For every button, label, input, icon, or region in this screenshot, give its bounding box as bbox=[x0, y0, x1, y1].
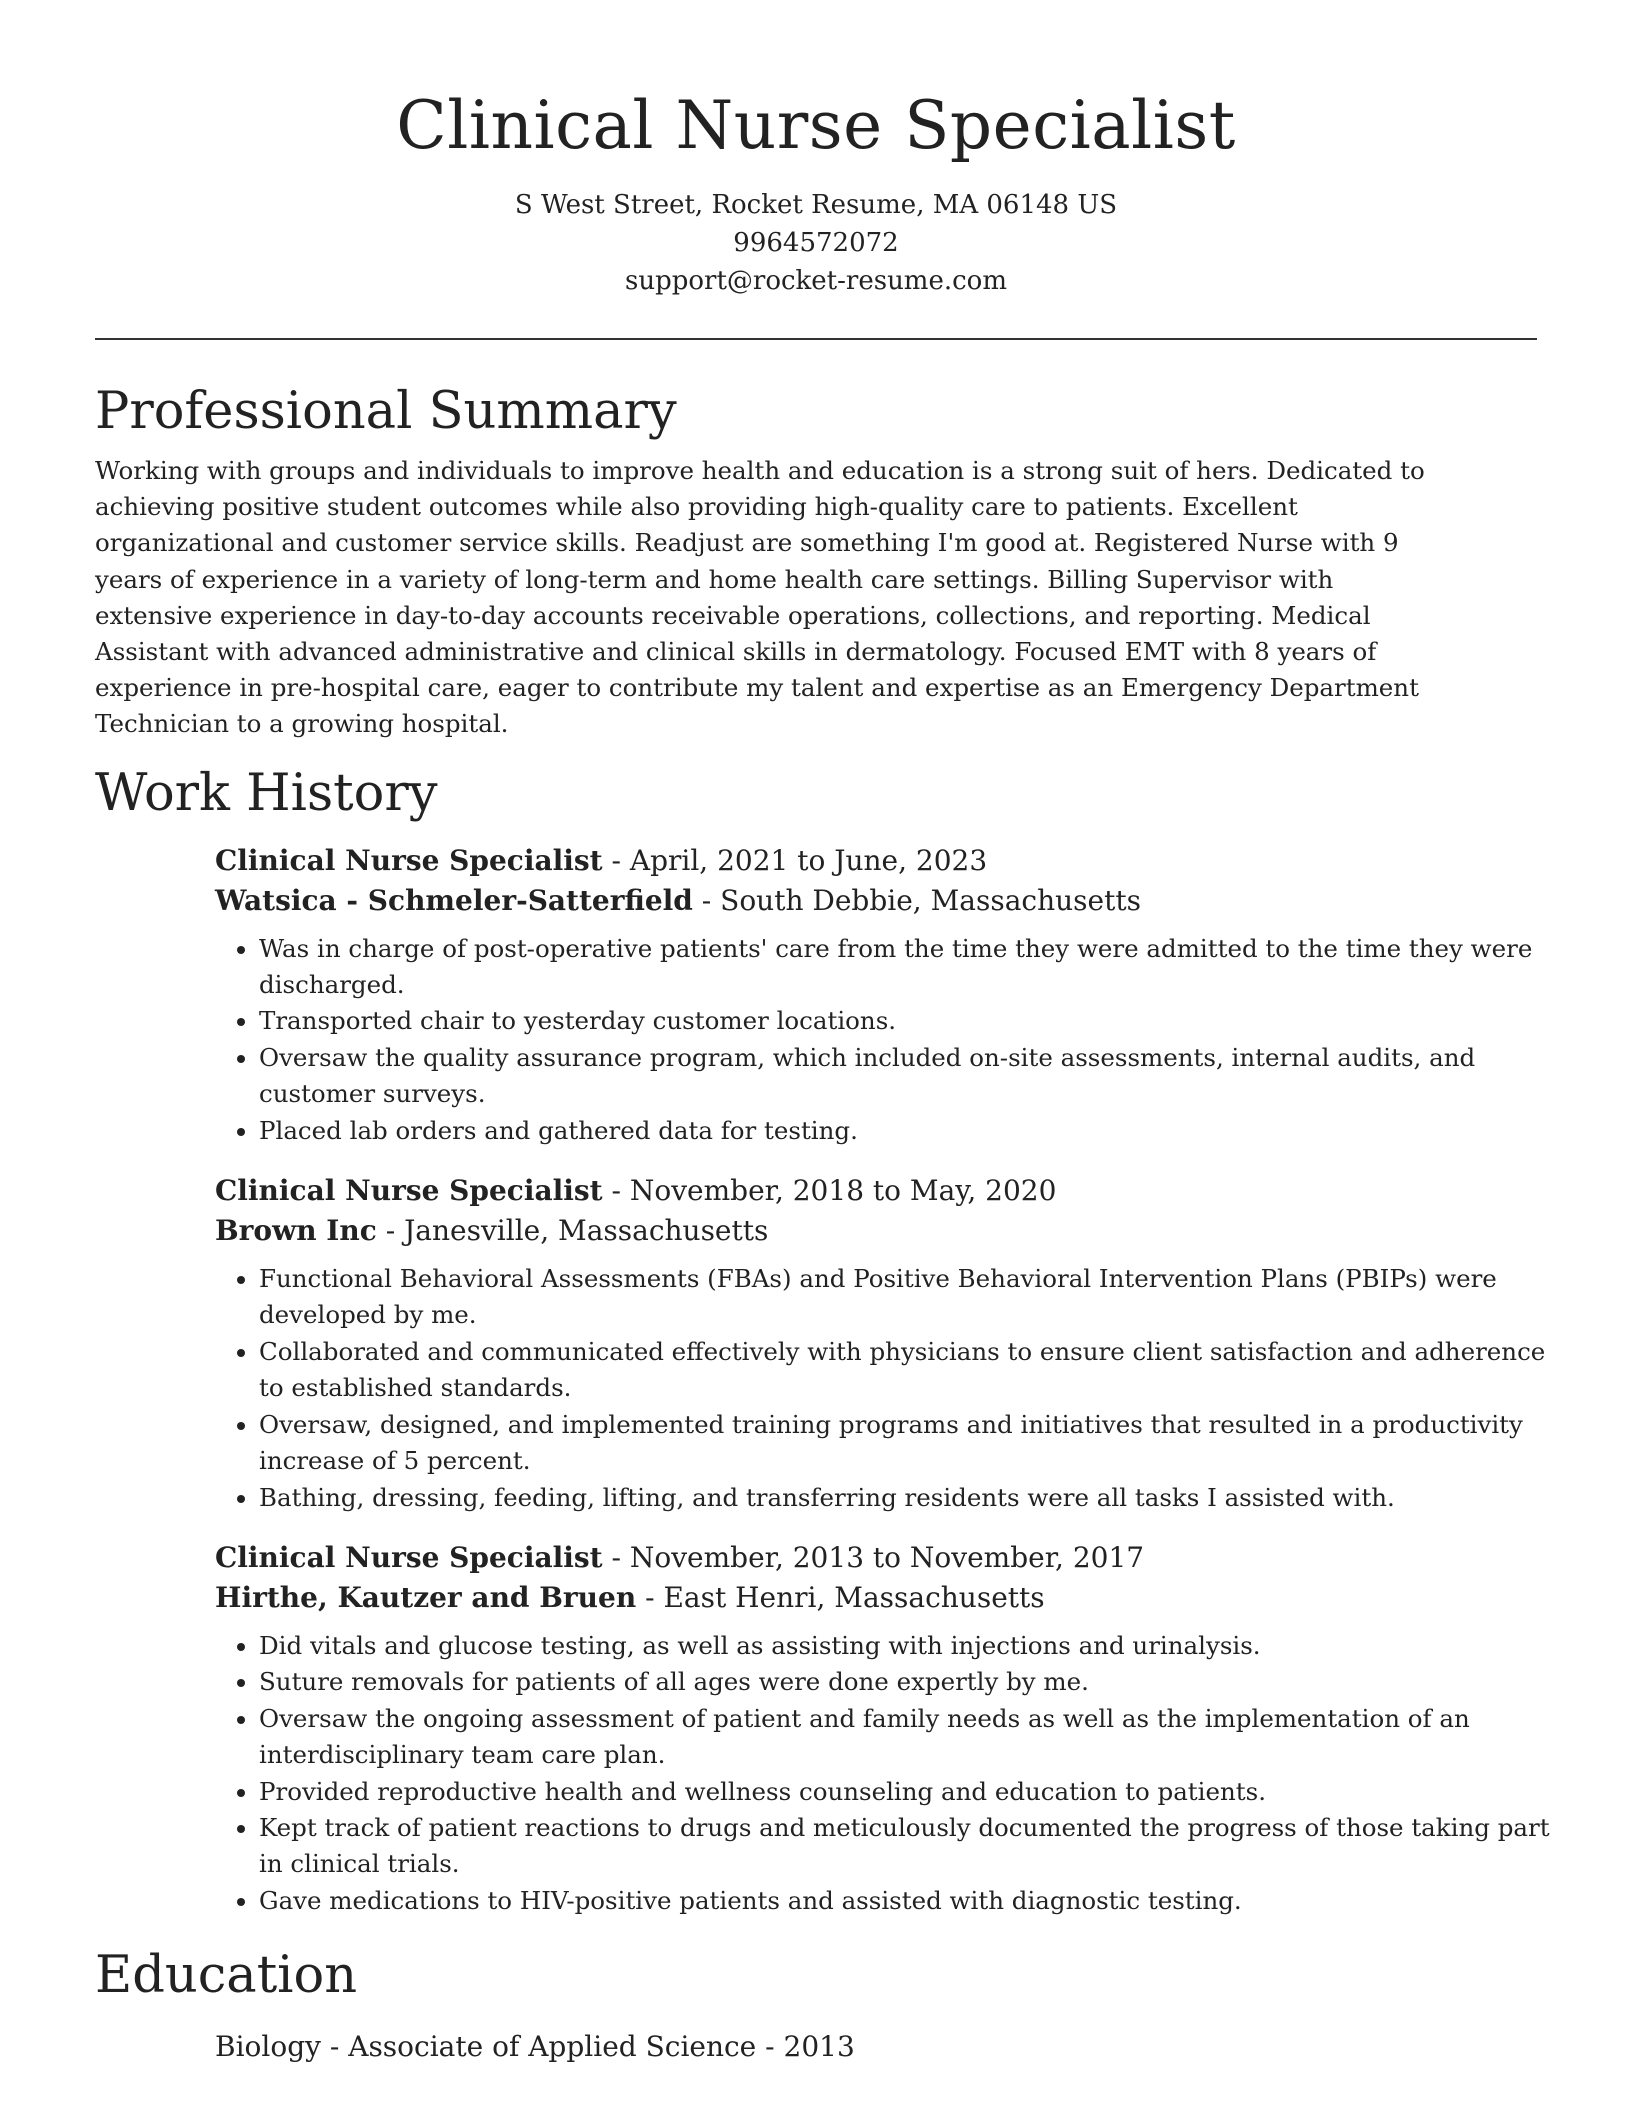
resume-page bbox=[95, 0, 1550, 2067]
work-history-heading: Work History bbox=[95, 763, 438, 823]
job-duty-item: • Gave medications to HIV-positive patients and assisted with diagnostic testing. bbox=[259, 1883, 1554, 1919]
jobs-list bbox=[215, 841, 1550, 1920]
job-duty-item: • Collaborated and communicated effectively with physicians to ensure client satisfaction and adherence to established standards. bbox=[259, 1334, 1554, 1407]
summary-section bbox=[95, 377, 1537, 743]
job-company-line bbox=[215, 1211, 1537, 1251]
job-dates: November, 2018 to May, 2020 bbox=[629, 1174, 1057, 1208]
job-duty-item: • Was in charge of post-operative patients' care from the time they were admitted to the time they were discharged. bbox=[259, 931, 1554, 1004]
job-duty-item: • Transported chair to yesterday customer locations. bbox=[259, 1003, 1554, 1039]
job-duty-item: • Oversaw the ongoing assessment of patient and family needs as well as the implementation of an interdisciplinary team care plan. bbox=[259, 1701, 1554, 1774]
job-entry bbox=[215, 841, 1537, 1149]
job-title-line bbox=[215, 1171, 1537, 1211]
job-duty-item: • Kept track of patient reactions to drugs and meticulously documented the progress of those taking part in clinical trials. bbox=[259, 1810, 1554, 1883]
job-duty-item: • Provided reproductive health and wellness counseling and education to patients. bbox=[259, 1774, 1554, 1810]
email-text: support@rocket-resume.com bbox=[624, 266, 1007, 296]
job-duty-item: • Bathing, dressing, feeding, lifting, and transferring residents were all tasks I assisted with. bbox=[259, 1480, 1554, 1516]
job-duty-item: • Placed lab orders and gathered data for testing. bbox=[259, 1113, 1554, 1149]
job-entry bbox=[215, 1171, 1546, 1516]
separator: - bbox=[602, 1174, 630, 1208]
header-divider bbox=[95, 338, 1537, 340]
job-duty-item: • Did vitals and glucose testing, as well as assisting with injections and urinalysis. bbox=[259, 1628, 1554, 1664]
phone-text: 9964572072 bbox=[733, 228, 899, 258]
job-duties-list bbox=[215, 1261, 1554, 1516]
job-position: Clinical Nurse Specialist bbox=[215, 1540, 603, 1574]
separator: - bbox=[320, 2030, 349, 2064]
summary-heading: Professional Summary bbox=[95, 382, 677, 441]
education-heading: Education bbox=[95, 1946, 358, 2006]
job-dates: April, 2021 to June, 2023 bbox=[629, 843, 988, 877]
job-location: Janesville, Massachusetts bbox=[404, 1214, 769, 1248]
education-entry bbox=[215, 2027, 1537, 2067]
separator: - bbox=[602, 1540, 630, 1574]
job-company-line bbox=[215, 881, 1537, 921]
separator: - bbox=[376, 1214, 405, 1248]
job-title-line bbox=[215, 1538, 1537, 1578]
job-duty-item: • Suture removals for patients of all ages were done expertly by me. bbox=[259, 1664, 1554, 1700]
job-duty-item: • Oversaw the quality assurance program, which included on-site assessments, internal audits, and customer surveys. bbox=[259, 1040, 1554, 1113]
job-position: Clinical Nurse Specialist bbox=[215, 843, 603, 877]
job-dates: November, 2013 to November, 2017 bbox=[629, 1540, 1145, 1574]
separator: - bbox=[602, 843, 630, 877]
summary-paragraph: Working with groups and individuals to improve health and education is a strong suit of hers. Dedicated to achieving positive student outcomes while also providing high-quality care to patients. Excellent organizational and customer service skills. Readjust are something I'm good at. Registered Nurse with 9 years of experience in a variety of long-term and home health care settings. Billing Supervisor with extensive experience in day-to-day accounts receivable operations, collections, and reporting. Medical Assistant with advanced administrative and clinical skills in dermatology. Focused EMT with 8 years of experience in pre-hospital care, eager to contribute my talent and expertise as an Emergency Department Technician to a growing hospital. bbox=[95, 456, 1425, 739]
education-degree: Associate of Applied Science bbox=[348, 2030, 757, 2064]
job-company-line bbox=[215, 1578, 1537, 1618]
job-duty-item: • Oversaw, designed, and implemented training programs and initiatives that resulted in a productivity increase of 5 percent. bbox=[259, 1407, 1554, 1480]
address-text: S West Street, Rocket Resume, MA 06148 US bbox=[514, 190, 1118, 220]
contact-block bbox=[95, 186, 1537, 300]
job-duties-list bbox=[215, 1628, 1554, 1919]
education-section bbox=[95, 1941, 1537, 2067]
separator: - bbox=[636, 1580, 664, 1614]
resume-header bbox=[95, 0, 1537, 300]
separator: - bbox=[692, 883, 721, 917]
job-entry bbox=[215, 1538, 1550, 1919]
education-field: Biology bbox=[215, 2030, 321, 2064]
job-location: East Henri, Massachusetts bbox=[663, 1580, 1045, 1614]
job-duty-item: • Functional Behavioral Assessments (FBAs) and Positive Behavioral Intervention Plans (PBIPs) were developed by me. bbox=[259, 1261, 1554, 1334]
job-duties-list bbox=[215, 931, 1554, 1149]
education-list bbox=[215, 2027, 1537, 2067]
education-year: 2013 bbox=[783, 2030, 855, 2064]
job-position: Clinical Nurse Specialist bbox=[215, 1174, 603, 1208]
separator: - bbox=[756, 2030, 784, 2064]
job-company: Brown Inc bbox=[215, 1214, 377, 1248]
candidate-name: Clinical Nurse Specialist bbox=[396, 87, 1236, 164]
job-title-line bbox=[215, 841, 1537, 881]
job-company: Watsica - Schmeler-Satterfield bbox=[215, 883, 693, 917]
work-history-section bbox=[95, 759, 1550, 1920]
job-location: South Debbie, Massachusetts bbox=[720, 883, 1141, 917]
job-company: Hirthe, Kautzer and Bruen bbox=[215, 1580, 637, 1614]
